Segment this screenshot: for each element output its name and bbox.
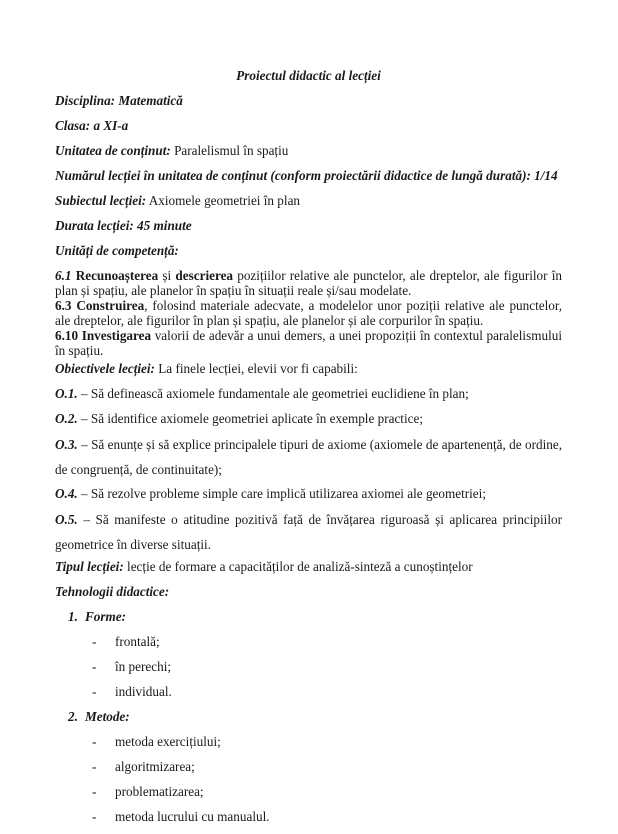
list-item: [55, 634, 562, 650]
list-item-text: metoda exercițiului;: [115, 734, 221, 749]
group-number: 2.: [68, 709, 78, 724]
obiective-intro: [55, 361, 562, 377]
field-durata: Durata lecției: 45 minute: [55, 218, 192, 233]
list-item-text: algoritmizarea;: [115, 759, 195, 774]
list-item: [55, 809, 562, 825]
obiectiv-text: – Să enunțe și să explice principalele tipuri de axiome (axiomele de apartenență, de ordine, de congruență, de continuitate);: [55, 437, 562, 477]
tipul-lectiei: [55, 559, 562, 575]
competenta-code: 6.10: [55, 328, 79, 343]
competenta-code: 6.1: [55, 268, 72, 283]
field-clasa: Clasa: a XI-a: [55, 118, 129, 133]
obiective-label: Obiectivele lecției:: [55, 361, 155, 376]
obiectiv-item: [55, 411, 562, 427]
dash-bullet-icon: -: [92, 809, 97, 824]
obiectiv-item: [55, 486, 562, 502]
competenta-item: [55, 268, 562, 298]
competenta-code: 6.3: [55, 298, 72, 313]
competenta-text: pozițiilor relative ale punctelor, ale dreptelor, ale figurilor în plan și spațiu, ale planelor în spațiu în situații reale și/sau modelate.: [55, 268, 562, 298]
tehnologii-metode: [55, 709, 562, 825]
list-item: [55, 734, 562, 750]
field-unitatea-value: Paralelismul în spațiu: [170, 143, 289, 158]
competenta-keyword: Construirea: [76, 298, 145, 313]
tehnologii-forme: [55, 609, 562, 700]
competenta-keyword: descrierea: [175, 268, 234, 283]
obiectiv-code: O.2.: [55, 411, 78, 426]
group-number: 1.: [68, 609, 78, 624]
obiectiv-text: – Să identifice axiomele geometriei aplicate în exemple practice;: [77, 411, 424, 426]
dash-bullet-icon: -: [92, 759, 97, 774]
competente-list: [55, 268, 562, 358]
tehnologii-label: Tehnologii didactice:: [55, 584, 170, 599]
obiectiv-code: O.1.: [55, 386, 78, 401]
list-item: [55, 659, 562, 675]
competenta-keyword: Investigarea: [81, 328, 152, 343]
group-label: Metode:: [85, 709, 130, 724]
document-page: [55, 68, 562, 834]
field-unitatea-label: Unitatea de conținut:: [55, 143, 171, 158]
field-subiectul-value: Axiomele geometriei în plan: [146, 193, 301, 208]
list-item-text: problematizarea;: [115, 784, 204, 799]
list-item: [55, 784, 562, 800]
competenta-text: valorii de adevăr a unui demers, a unei propoziții în contextul paralelismului în spațiu.: [55, 328, 563, 358]
group-label: Forme:: [85, 609, 127, 624]
obiectiv-item: [55, 507, 562, 557]
list-item: [55, 759, 562, 775]
obiectiv-code: O.3.: [55, 437, 78, 452]
field-numarul: Numărul lecției în unitatea de conținut (conform proiectării didactice de lungă durată): 1/14: [55, 168, 558, 183]
dash-bullet-icon: -: [92, 734, 97, 749]
competenta-text: , folosind materiale adecvate, a modelelor unor poziții relative ale punctelor, ale dreptelor, ale figurilor în plan și spațiu, ale planelor și ale corpurilor în spațiu.: [55, 298, 563, 328]
obiectiv-text: – Să rezolve probleme simple care implică utilizarea axiomei ale geometriei;: [77, 486, 486, 501]
competenta-item: [55, 328, 562, 358]
tipul-label: Tipul lecției:: [55, 559, 124, 574]
list-item-text: metoda lucrului cu manualul.: [115, 809, 270, 824]
obiectiv-text: – Să manifeste o atitudine pozitivă față de învățarea riguroasă și aplicarea principiilor geometrice în diverse situații.: [55, 512, 562, 552]
document-title: Proiectul didactic al lecției: [236, 68, 381, 83]
field-unitatea: [55, 143, 562, 159]
obiectiv-code: O.5.: [55, 512, 78, 527]
list-item-text: individual.: [115, 684, 172, 699]
list-item: [55, 684, 562, 700]
list-item-text: frontală;: [115, 634, 160, 649]
obiectiv-item: [55, 432, 562, 482]
list-item-text: în perechi;: [115, 659, 172, 674]
obiectiv-text: – Să definească axiomele fundamentale ale geometriei euclidiene în plan;: [77, 386, 469, 401]
obiectiv-item: [55, 386, 562, 402]
competenta-keyword: Recunoașterea: [75, 268, 159, 283]
tehnologii-group-title: [55, 609, 562, 625]
field-disciplina: Disciplina: Matematică: [55, 93, 183, 108]
obiective-intro-text: La finele lecției, elevii vor fi capabili:: [154, 361, 358, 376]
competenta-item: [55, 298, 562, 328]
dash-bullet-icon: -: [92, 659, 97, 674]
field-unitati-label: Unități de competență:: [55, 243, 179, 258]
dash-bullet-icon: -: [92, 684, 97, 699]
competenta-text: și: [158, 268, 176, 283]
tehnologii-group-title: [55, 709, 562, 725]
field-subiectul: [55, 193, 562, 209]
obiectiv-code: O.4.: [55, 486, 78, 501]
dash-bullet-icon: -: [92, 634, 97, 649]
field-subiectul-label: Subiectul lecției:: [55, 193, 147, 208]
tipul-value: lecție de formare a capacităților de analiză-sinteză a cunoștințelor: [123, 559, 473, 574]
dash-bullet-icon: -: [92, 784, 97, 799]
